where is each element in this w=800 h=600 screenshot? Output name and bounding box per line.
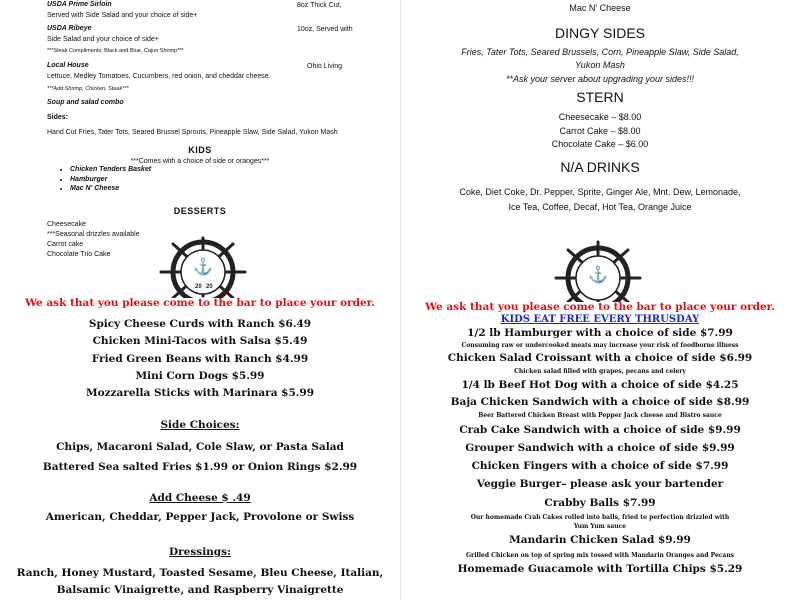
menu-item: Chicken Fingers with a choice of side $7.99 bbox=[471, 460, 729, 472]
menu-item: Veggie Burger– please ask your bartender bbox=[476, 478, 724, 490]
steak-note: ***Steak Compliments: Black and Blue, Cajun Shrimp*** bbox=[47, 48, 184, 54]
dingy-note: **Ask your server about upgrading your sides!!! bbox=[505, 74, 695, 84]
ribeye-size: 10oz, Served with bbox=[297, 26, 353, 33]
kids-free-notice: KIDS EAT FREE EVERY THRUSDAY bbox=[500, 314, 700, 325]
dessert-item: Carrot cake bbox=[47, 241, 84, 248]
local-house-desc: Lettuce, Medley Tomatoes, Cucumbers, red onion, and cheddar cheese. bbox=[47, 73, 271, 80]
drinks-title: N/A DRINKS bbox=[560, 159, 640, 175]
stern-item: Chocolate Cake – $6.00 bbox=[551, 139, 649, 149]
sirloin-desc: Served with Side Salad and your choice of side+ bbox=[47, 12, 198, 19]
ribeye-desc: Side Salad and your choice of side+ bbox=[47, 36, 159, 43]
sides-label: Sides: bbox=[47, 114, 69, 121]
ribeye-name: USDA Ribeye bbox=[47, 25, 92, 32]
svg-text:⚓: ⚓ bbox=[588, 267, 608, 284]
kids-title: KIDS bbox=[188, 145, 212, 155]
sirloin-name: USDA Prime Sirloin bbox=[47, 1, 112, 8]
dingy-line: Yukon Mash bbox=[575, 60, 625, 70]
local-house-right: Ohio Living bbox=[307, 63, 343, 70]
appetizer-list bbox=[0, 316, 400, 402]
stern-item: Cheesecake – $8.00 bbox=[558, 112, 642, 122]
kids-item: • Chicken Tenders Basket bbox=[70, 165, 151, 175]
desserts-title: DESSERTS bbox=[173, 206, 227, 216]
menu-item-desc: Chicken salad filled with grapes, pecans and celery bbox=[514, 368, 686, 375]
menu-item-desc: Beer Battered Chicken Breast with Pepper Jack cheese and Bistro sauce bbox=[478, 412, 722, 419]
dessert-item: ***Seasonal drizzles available bbox=[47, 231, 140, 238]
kids-item: • Mac N' Cheese bbox=[70, 184, 151, 194]
menu-item: Mozzarella Sticks with Marinara $5.99 bbox=[85, 387, 315, 400]
drinks-line: Coke, Diet Coke, Dr. Pepper, Sprite, Ginger Ale, Mnt. Dew, Lemonade, bbox=[459, 187, 741, 197]
dressing-line: Ranch, Honey Mustard, Toasted Sesame, Bleu Cheese, Italian, bbox=[16, 567, 384, 579]
menu-item-desc: Yum Yum sauce bbox=[573, 523, 627, 530]
dessert-item: Cheesecake bbox=[47, 221, 86, 228]
kids-item: • Hamburger bbox=[70, 175, 151, 185]
menu-item: Chicken Salad Croissant with a choice of side $6.99 bbox=[447, 352, 753, 364]
soup-salad: Soup and salad combo bbox=[47, 99, 124, 106]
stern-list bbox=[400, 111, 800, 152]
add-cheese-title: Add Cheese $ .49 bbox=[149, 492, 251, 504]
drinks-line: Ice Tea, Coffee, Decaf, Hot Tea, Orange Juice bbox=[508, 202, 692, 212]
bar-notice: We ask that you please come to the bar to place your order. bbox=[25, 297, 375, 309]
stern-title: STERN bbox=[576, 89, 624, 105]
drinks-list bbox=[400, 185, 800, 215]
menu-item: Crab Cake Sandwich with a choice of side $9.99 bbox=[459, 424, 741, 436]
bar-notice-right: We ask that you please come to the bar to place your order. bbox=[425, 301, 775, 313]
add-protein-note: ***Add Shrimp, Chicken, Steak*** bbox=[47, 86, 129, 92]
ship-wheel-logo bbox=[155, 236, 251, 298]
menu-item: Spicy Cheese Curds with Ranch $6.49 bbox=[88, 318, 312, 330]
menu-item: 1/4 lb Beef Hot Dog with a choice of side $4.25 bbox=[461, 379, 739, 391]
ship-wheel-logo bbox=[550, 240, 646, 302]
dingy-line: Fries, Tater Tots, Seared Brussels, Corn, Pineapple Slaw, Side Salad, bbox=[461, 47, 739, 57]
dressings-title: Dressings: bbox=[169, 546, 231, 558]
dressing-line: Balsamic Vinaigrette, and Raspberry Vinaigrette bbox=[56, 584, 344, 596]
kids-list bbox=[58, 165, 151, 194]
kids-note: ***Comes with a choice of side or oranges*** bbox=[130, 158, 270, 165]
menu-item: Crabby Balls $7.99 bbox=[544, 497, 656, 509]
menu-item: Mandarin Chicken Salad $9.99 bbox=[509, 534, 691, 546]
menu-item-desc: Our homemade Crab Cakes rolled into balls, fried to perfection drizzled with bbox=[470, 514, 730, 521]
side-choice: Chips, Macaroni Salad, Cole Slaw, or Pasta Salad bbox=[56, 441, 344, 453]
right-menu-list bbox=[400, 326, 800, 578]
svg-text:20: 20 bbox=[195, 284, 202, 290]
menu-item-desc: Grilled Chicken on top of spring mix tossed with Mandarin Oranges and Pecans bbox=[465, 552, 735, 559]
local-house-name: Local House bbox=[47, 62, 89, 69]
side-choice: Battered Sea salted Fries $1.99 or Onion Rings $2.99 bbox=[42, 461, 358, 473]
menu-item-desc: Consuming raw or undercooked meats may increase your risk of foodborne illness bbox=[461, 342, 739, 349]
dingy-title: DINGY SIDES bbox=[555, 25, 645, 41]
dressings-list bbox=[0, 565, 400, 599]
sirloin-size: 8oz Thick Cut, bbox=[297, 2, 342, 9]
sides-list: Hand Cut Fries, Tater Tots, Seared Brussel Sprouts, Pineapple Slaw, Side Salad, Yukon Mash bbox=[47, 129, 338, 136]
menu-item: Mini Corn Dogs $5.99 bbox=[135, 369, 265, 382]
menu-item: Grouper Sandwich with a choice of side $9.99 bbox=[465, 442, 735, 454]
stern-item: Carrot Cake – $8.00 bbox=[559, 125, 641, 136]
mac-cheese: Mac N' Cheese bbox=[569, 3, 631, 13]
menu-item: 1/2 lb Hamburger with a choice of side $7.99 bbox=[467, 327, 733, 339]
dingy-list bbox=[400, 46, 800, 72]
menu-item: Chicken Mini-Tacos with Salsa $5.49 bbox=[92, 335, 308, 348]
desserts-list bbox=[47, 220, 140, 260]
menu-item: Baja Chicken Sandwich with a choice of side $8.99 bbox=[450, 396, 750, 408]
menu-item: Homemade Guacamole with Tortilla Chips $5.29 bbox=[457, 563, 743, 575]
side-choices-list bbox=[0, 437, 400, 477]
dessert-item: Chocolate Trio Cake bbox=[47, 251, 111, 258]
cheese-list: American, Cheddar, Pepper Jack, Provolone or Swiss bbox=[45, 511, 355, 523]
svg-text:⚓: ⚓ bbox=[193, 259, 213, 276]
svg-text:20: 20 bbox=[206, 284, 213, 290]
menu-item: Fried Green Beans with Ranch $4.99 bbox=[91, 352, 309, 365]
side-choices-title: Side Choices: bbox=[160, 419, 240, 431]
